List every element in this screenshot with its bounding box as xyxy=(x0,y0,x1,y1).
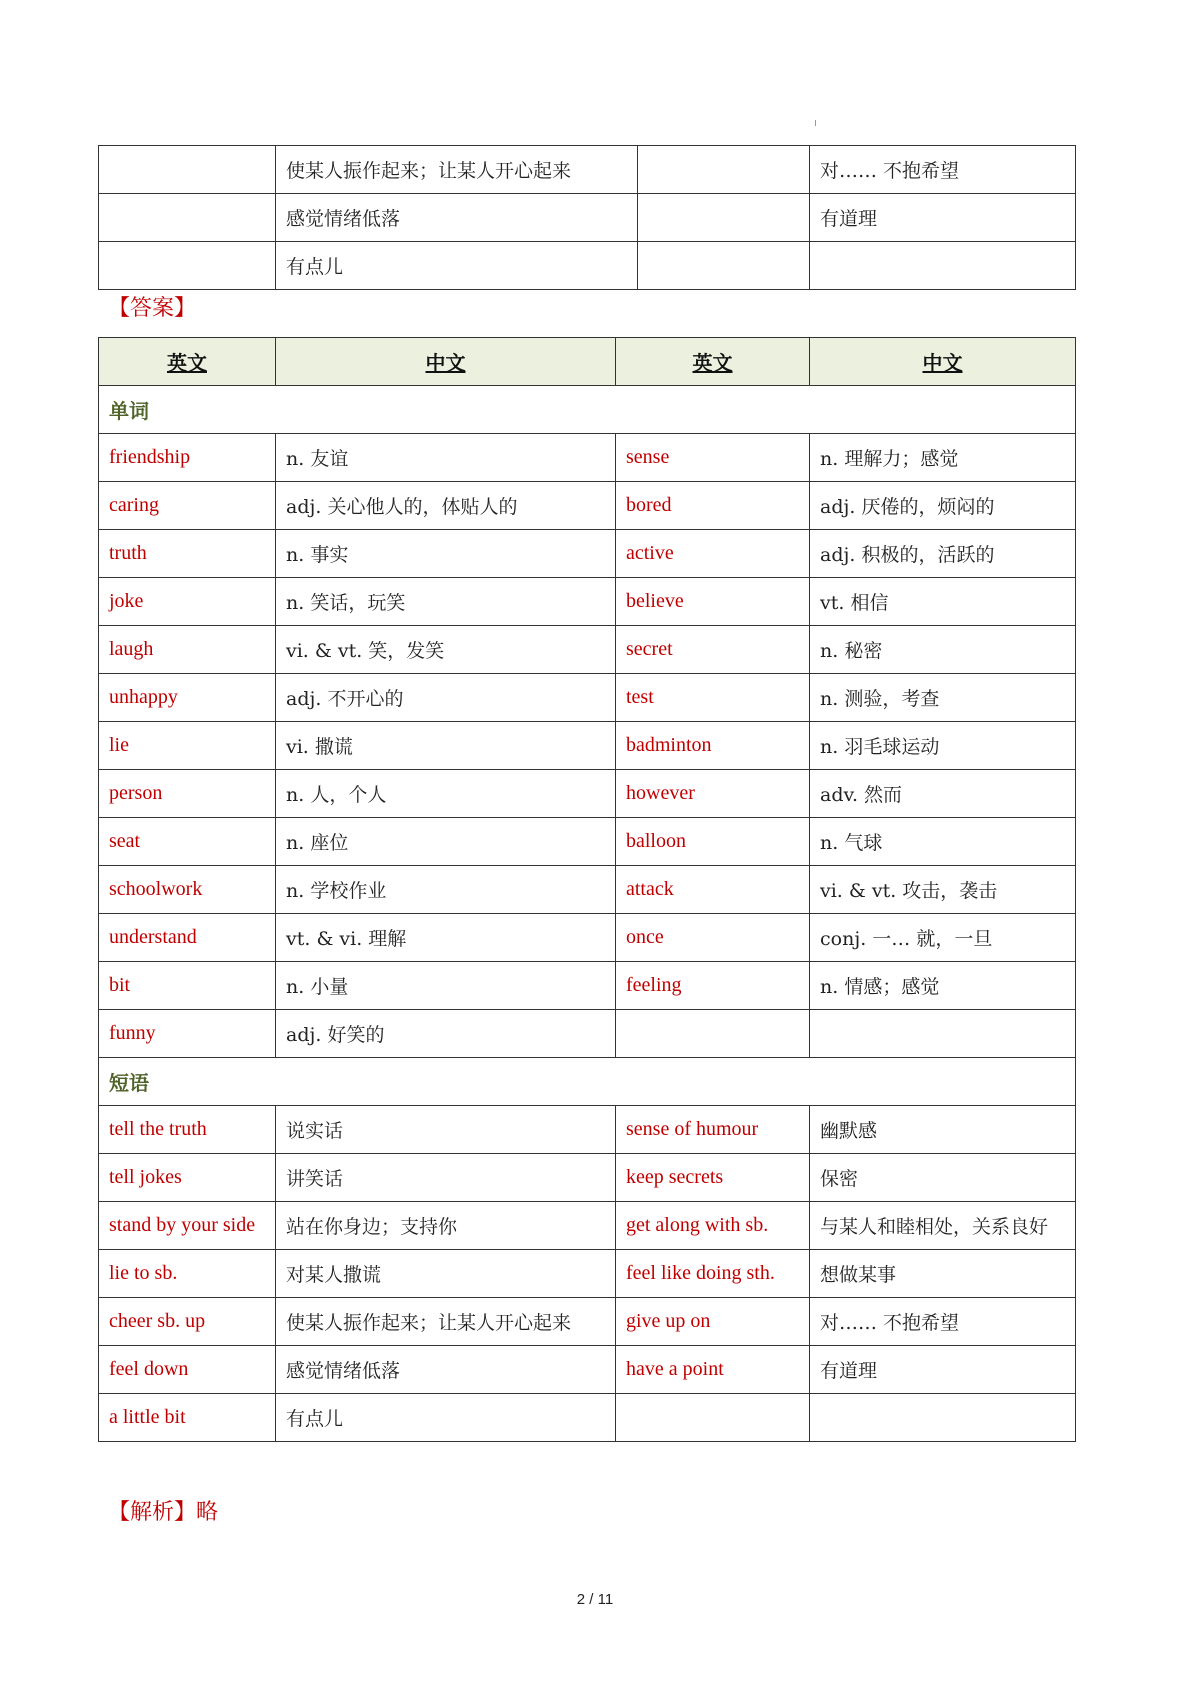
table-row xyxy=(99,914,1076,962)
english-term: bit xyxy=(99,962,276,1010)
section-title: 短语 xyxy=(99,1058,1076,1106)
english-term: a little bit xyxy=(99,1394,276,1442)
english-term: lie to sb. xyxy=(99,1250,276,1298)
analysis-label: 【解析】略 xyxy=(108,1500,219,1525)
section-row xyxy=(99,386,1076,434)
english-term: attack xyxy=(616,866,810,914)
chinese-meaning: adj. 厌倦的，烦闷的 xyxy=(810,482,1076,530)
table-row xyxy=(99,1154,1076,1202)
chinese-meaning: vi. & vt. 攻击，袭击 xyxy=(810,866,1076,914)
table-row xyxy=(99,194,1076,242)
chinese-meaning: n. 气球 xyxy=(810,818,1076,866)
table-cell xyxy=(638,242,810,290)
table-row xyxy=(99,1394,1076,1442)
page-number: 2 / 11 xyxy=(576,1591,614,1608)
table-row xyxy=(99,1250,1076,1298)
chinese-meaning: vi. 撒谎 xyxy=(276,722,616,770)
chinese-meaning: n. 事实 xyxy=(276,530,616,578)
english-term: caring xyxy=(99,482,276,530)
table-cell xyxy=(99,242,276,290)
english-term: schoolwork xyxy=(99,866,276,914)
english-term: unhappy xyxy=(99,674,276,722)
table-row xyxy=(99,626,1076,674)
table-row xyxy=(99,1202,1076,1250)
table-header-row xyxy=(99,338,1076,386)
chinese-meaning: 说实话 xyxy=(276,1106,616,1154)
chinese-meaning: adv. 然而 xyxy=(810,770,1076,818)
answer-vocab-table xyxy=(98,337,1076,1442)
chinese-meaning: 使某人振作起来；让某人开心起来 xyxy=(276,1298,616,1346)
chinese-meaning: n. 笑话，玩笑 xyxy=(276,578,616,626)
chinese-meaning: 与某人和睦相处，关系良好 xyxy=(810,1202,1076,1250)
chinese-meaning xyxy=(810,1394,1076,1442)
header-chinese-2: 中文 xyxy=(810,338,1076,386)
english-term: badminton xyxy=(616,722,810,770)
english-term: however xyxy=(616,770,810,818)
section-title: 单词 xyxy=(99,386,1076,434)
english-term: give up on xyxy=(616,1298,810,1346)
chinese-meaning: 有点儿 xyxy=(276,1394,616,1442)
header-chinese-1: 中文 xyxy=(276,338,616,386)
table-row xyxy=(99,866,1076,914)
chinese-meaning: 有道理 xyxy=(810,1346,1076,1394)
chinese-meaning: n. 小量 xyxy=(276,962,616,1010)
chinese-meaning: n. 人，个人 xyxy=(276,770,616,818)
english-term: stand by your side xyxy=(99,1202,276,1250)
chinese-meaning: 对…… 不抱希望 xyxy=(810,1298,1076,1346)
chinese-meaning: n. 友谊 xyxy=(276,434,616,482)
table-cell xyxy=(638,194,810,242)
table-row xyxy=(99,770,1076,818)
table-row xyxy=(99,818,1076,866)
table-cell: 使某人振作起来；让某人开心起来 xyxy=(276,146,638,194)
table-row xyxy=(99,1106,1076,1154)
english-term: sense xyxy=(616,434,810,482)
table-cell: 感觉情绪低落 xyxy=(276,194,638,242)
english-term: joke xyxy=(99,578,276,626)
chinese-meaning: conj. 一… 就，一旦 xyxy=(810,914,1076,962)
english-term: feel like doing sth. xyxy=(616,1250,810,1298)
english-term: sense of humour xyxy=(616,1106,810,1154)
table-cell xyxy=(638,146,810,194)
table-row xyxy=(99,722,1076,770)
chinese-meaning: n. 秘密 xyxy=(810,626,1076,674)
table-row xyxy=(99,674,1076,722)
answer-label: 【答案】 xyxy=(108,296,197,321)
table-row xyxy=(99,482,1076,530)
table-cell: 对…… 不抱希望 xyxy=(810,146,1076,194)
chinese-meaning: n. 情感；感觉 xyxy=(810,962,1076,1010)
english-term xyxy=(616,1394,810,1442)
english-term: test xyxy=(616,674,810,722)
chinese-meaning: vt. & vi. 理解 xyxy=(276,914,616,962)
chinese-meaning: 保密 xyxy=(810,1154,1076,1202)
chinese-meaning: adj. 积极的，活跃的 xyxy=(810,530,1076,578)
table-cell xyxy=(99,146,276,194)
top-vocab-table xyxy=(98,145,1076,290)
chinese-meaning: n. 羽毛球运动 xyxy=(810,722,1076,770)
table-row xyxy=(99,434,1076,482)
header-english-1: 英文 xyxy=(99,338,276,386)
english-term: keep secrets xyxy=(616,1154,810,1202)
table-row xyxy=(99,1298,1076,1346)
english-term: friendship xyxy=(99,434,276,482)
english-term: cheer sb. up xyxy=(99,1298,276,1346)
english-term: bored xyxy=(616,482,810,530)
english-term: feel down xyxy=(99,1346,276,1394)
english-term: have a point xyxy=(616,1346,810,1394)
english-term: lie xyxy=(99,722,276,770)
english-term: truth xyxy=(99,530,276,578)
chinese-meaning: n. 测验，考查 xyxy=(810,674,1076,722)
english-term: believe xyxy=(616,578,810,626)
english-term: get along with sb. xyxy=(616,1202,810,1250)
english-term: secret xyxy=(616,626,810,674)
english-term: active xyxy=(616,530,810,578)
english-term: person xyxy=(99,770,276,818)
chinese-meaning: n. 理解力；感觉 xyxy=(810,434,1076,482)
english-term: laugh xyxy=(99,626,276,674)
section-row xyxy=(99,1058,1076,1106)
chinese-meaning: adj. 关心他人的，体贴人的 xyxy=(276,482,616,530)
chinese-meaning: vi. & vt. 笑，发笑 xyxy=(276,626,616,674)
english-term xyxy=(616,1010,810,1058)
chinese-meaning: n. 学校作业 xyxy=(276,866,616,914)
english-term: tell the truth xyxy=(99,1106,276,1154)
english-term: feeling xyxy=(616,962,810,1010)
chinese-meaning: 感觉情绪低落 xyxy=(276,1346,616,1394)
table-row xyxy=(99,530,1076,578)
table-row xyxy=(99,146,1076,194)
chinese-meaning: adj. 不开心的 xyxy=(276,674,616,722)
table-row xyxy=(99,962,1076,1010)
table-row xyxy=(99,242,1076,290)
chinese-meaning xyxy=(810,1010,1076,1058)
english-term: seat xyxy=(99,818,276,866)
english-term: once xyxy=(616,914,810,962)
table-cell: 有点儿 xyxy=(276,242,638,290)
chinese-meaning: adj. 好笑的 xyxy=(276,1010,616,1058)
english-term: understand xyxy=(99,914,276,962)
table-cell xyxy=(810,242,1076,290)
chinese-meaning: 讲笑话 xyxy=(276,1154,616,1202)
chinese-meaning: 想做某事 xyxy=(810,1250,1076,1298)
chinese-meaning: n. 座位 xyxy=(276,818,616,866)
table-row xyxy=(99,578,1076,626)
english-term: funny xyxy=(99,1010,276,1058)
english-term: tell jokes xyxy=(99,1154,276,1202)
table-row xyxy=(99,1346,1076,1394)
chinese-meaning: 站在你身边；支持你 xyxy=(276,1202,616,1250)
chinese-meaning: 幽默感 xyxy=(810,1106,1076,1154)
table-cell xyxy=(99,194,276,242)
header-english-2: 英文 xyxy=(616,338,810,386)
chinese-meaning: 对某人撒谎 xyxy=(276,1250,616,1298)
page-mark xyxy=(815,120,816,126)
chinese-meaning: vt. 相信 xyxy=(810,578,1076,626)
table-row xyxy=(99,1010,1076,1058)
english-term: balloon xyxy=(616,818,810,866)
table-cell: 有道理 xyxy=(810,194,1076,242)
